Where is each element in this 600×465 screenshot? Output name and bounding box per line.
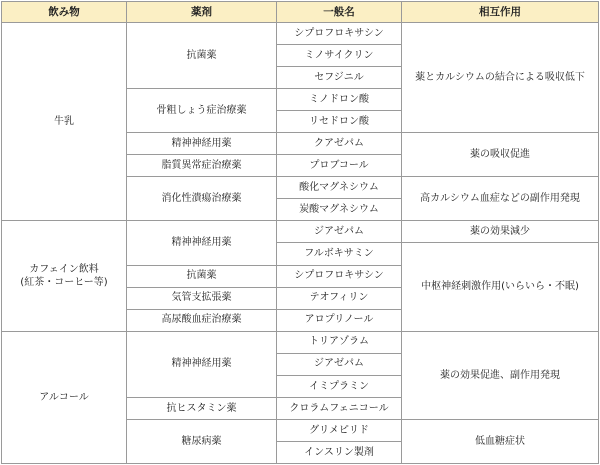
interaction-cell: 低血糖症状 (402, 419, 599, 463)
generic-name-cell: テオフィリン (277, 287, 402, 309)
drug-class-cell: 抗ヒスタミン薬 (127, 397, 277, 419)
header-row (2, 2, 599, 23)
drug-class-cell: 消化性潰瘍治療薬 (127, 177, 277, 221)
drug-class-cell: 抗菌薬 (127, 265, 277, 287)
generic-name-cell: リセドロン酸 (277, 111, 402, 133)
generic-name-cell: アロプリノール (277, 309, 402, 331)
generic-name-cell: 酸化マグネシウム (277, 177, 402, 199)
drink-cell: カフェイン飲料 (紅茶・コーヒー等) (2, 221, 127, 331)
generic-name-cell: ミノサイクリン (277, 45, 402, 67)
interaction-cell: 薬の効果促進、副作用発現 (402, 331, 599, 419)
header-drink: 飲み物 (2, 2, 127, 23)
drug-class-cell: 精神神経用薬 (127, 221, 277, 265)
drug-class-cell: 高尿酸血症治療薬 (127, 309, 277, 331)
drug-interaction-table (1, 1, 599, 464)
generic-name-cell: ジアゼパム (277, 221, 402, 243)
generic-name-cell: フルボキサミン (277, 243, 402, 265)
drug-class-cell: 脂質異常症治療薬 (127, 155, 277, 177)
interaction-cell: 中枢神経刺激作用(いらいら・不眠) (402, 243, 599, 331)
table-row (2, 331, 599, 353)
drug-class-cell: 糖尿病薬 (127, 419, 277, 463)
header-drug: 薬剤 (127, 2, 277, 23)
drug-class-cell: 精神神経用薬 (127, 331, 277, 397)
generic-name-cell: ミノドロン酸 (277, 89, 402, 111)
generic-name-cell: シプロフロキサシン (277, 265, 402, 287)
drug-class-cell: 気管支拡張薬 (127, 287, 277, 309)
generic-name-cell: グリメピリド (277, 419, 402, 441)
generic-name-cell: インスリン製剤 (277, 441, 402, 463)
header-generic: 一般名 (277, 2, 402, 23)
drug-class-cell: 精神神経用薬 (127, 133, 277, 155)
interaction-cell: 薬の効果減少 (402, 221, 599, 243)
generic-name-cell: クアゼパム (277, 133, 402, 155)
generic-name-cell: 炭酸マグネシウム (277, 199, 402, 221)
generic-name-cell: クロラムフェニコール (277, 397, 402, 419)
generic-name-cell: トリアゾラム (277, 331, 402, 353)
header-interaction: 相互作用 (402, 2, 599, 23)
interaction-cell: 高カルシウム血症などの副作用発現 (402, 177, 599, 221)
generic-name-cell: ジアゼパム (277, 353, 402, 375)
drink-cell: アルコール (2, 331, 127, 463)
interaction-cell: 薬の吸収促進 (402, 133, 599, 177)
interaction-cell: 薬とカルシウムの結合による吸収低下 (402, 23, 599, 133)
generic-name-cell: シプロフロキサシン (277, 23, 402, 45)
generic-name-cell: プロブコール (277, 155, 402, 177)
generic-name-cell: セフジニル (277, 67, 402, 89)
drink-cell: 牛乳 (2, 23, 127, 221)
table-row (2, 221, 599, 243)
table-row (2, 23, 599, 45)
generic-name-cell: イミプラミン (277, 375, 402, 397)
drug-class-cell: 抗菌薬 (127, 23, 277, 89)
drug-class-cell: 骨粗しょう症治療薬 (127, 89, 277, 133)
